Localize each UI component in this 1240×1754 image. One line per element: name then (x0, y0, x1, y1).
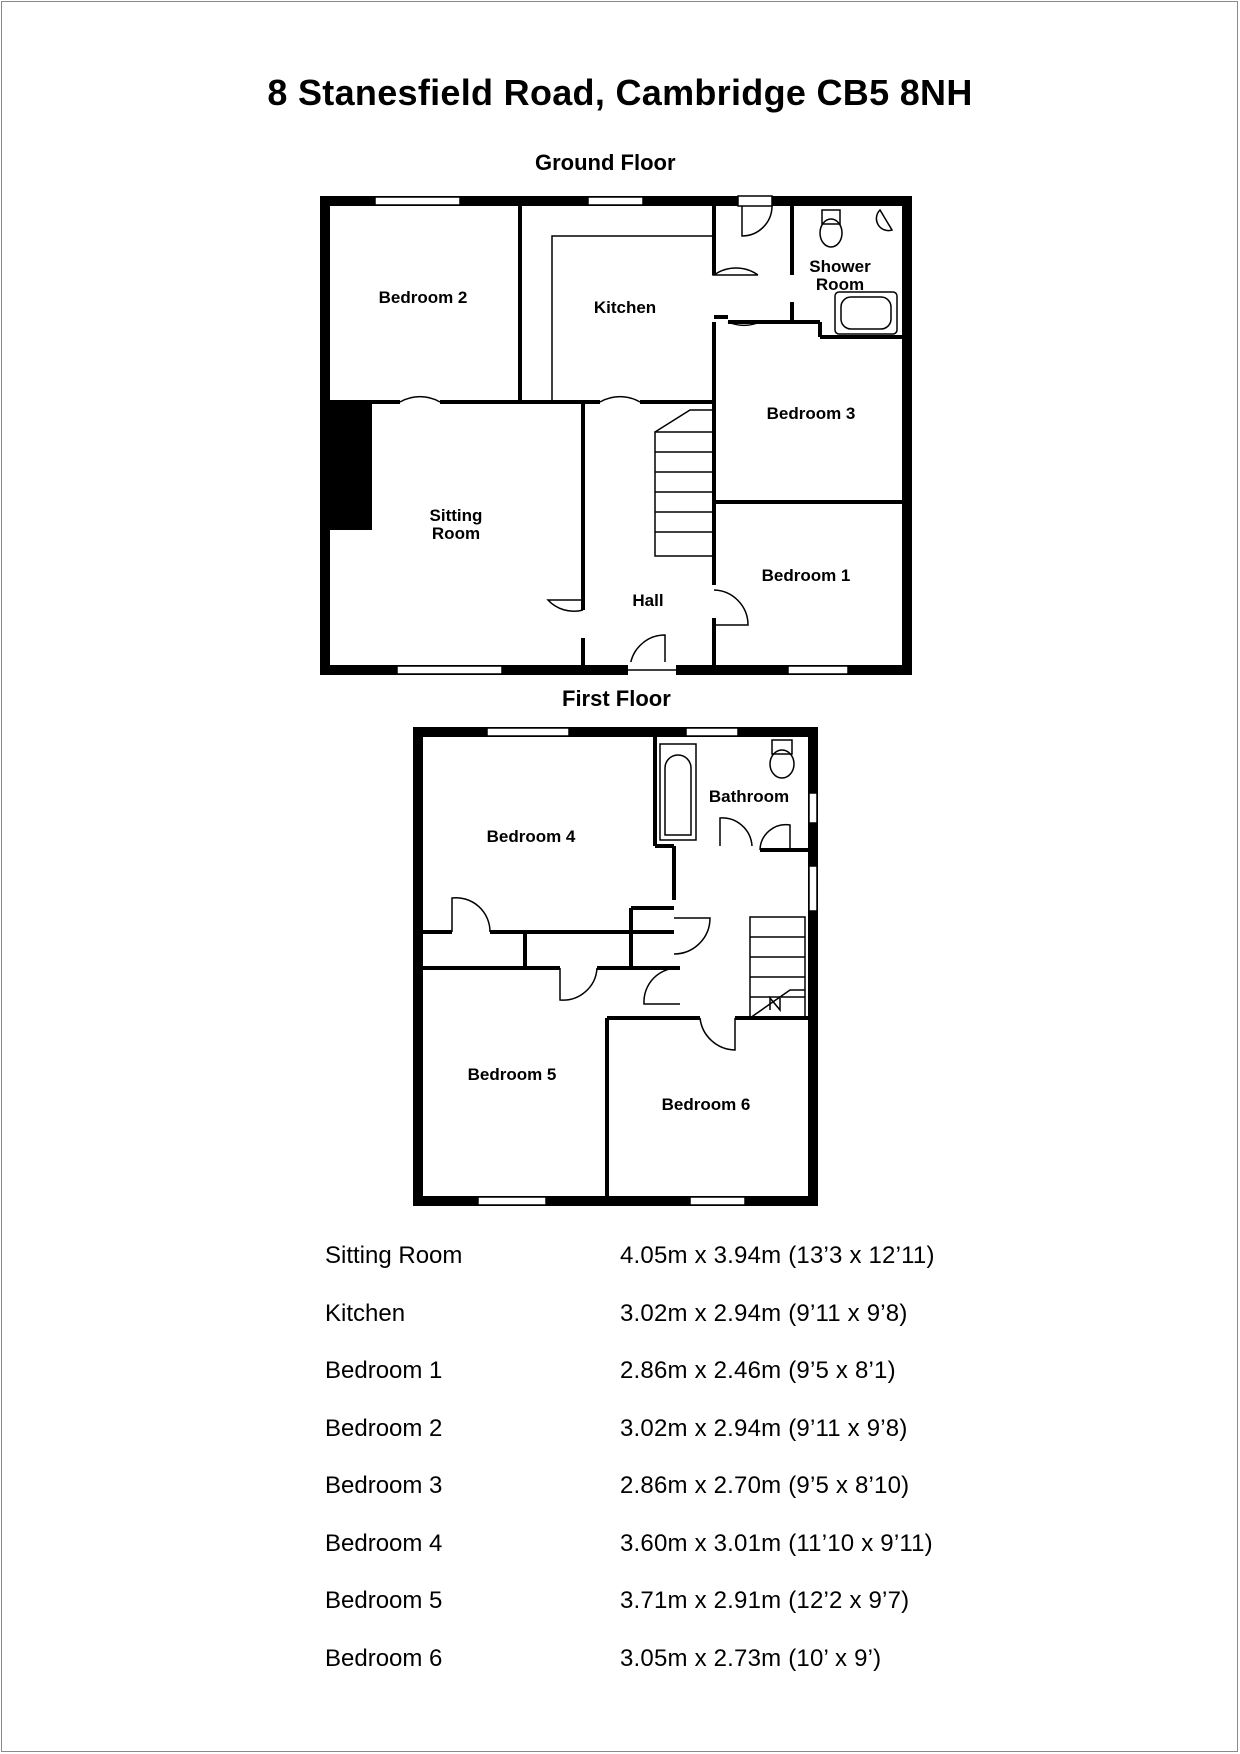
first-floor-label: First Floor (562, 686, 671, 711)
room-name: Kitchen (325, 1299, 406, 1327)
table-row (325, 1530, 1025, 1588)
room-label-bedroom-6: Bedroom 6 (661, 1095, 751, 1114)
table-row (325, 1357, 1025, 1415)
chimney-breast (330, 402, 372, 530)
room-name: Bedroom 3 (325, 1472, 443, 1499)
room-name: Bedroom 2 (325, 1414, 443, 1442)
room-label-bedroom-3: Bedroom 3 (766, 404, 856, 423)
room-name: Bedroom 4 (325, 1529, 443, 1557)
ground-doors (400, 196, 772, 676)
room-size: 4.05m x 3.94m (13’3 x 12’11) (620, 1242, 935, 1269)
room-size: 3.02m x 2.94m (9’11 x 9’8) (620, 1299, 908, 1327)
room-label-bedroom-1: Bedroom 1 (761, 566, 851, 585)
room-name: Sitting Room (325, 1242, 463, 1269)
room-label-sitting-room: Room (431, 524, 481, 543)
room-name: Bedroom 5 (325, 1587, 443, 1614)
room-label-kitchen: Kitchen (593, 298, 657, 317)
table-row (325, 1415, 1025, 1473)
ground-windows (375, 197, 848, 674)
room-label-bedroom-5: Bedroom 5 (467, 1065, 557, 1084)
table-row (325, 1300, 1025, 1358)
kitchen-worktop (552, 236, 714, 402)
room-name: Bedroom 1 (325, 1357, 443, 1384)
room-dimensions-table (325, 1242, 1025, 1702)
table-row (325, 1645, 1025, 1703)
room-size: 3.05m x 2.73m (10’ x 9’) (620, 1644, 882, 1672)
room-size: 2.86m x 2.46m (9’5 x 8’1) (620, 1357, 896, 1384)
room-label-bathroom: Bathroom (708, 787, 790, 806)
room-label-hall: Hall (632, 591, 664, 610)
room-label-bedroom-2: Bedroom 2 (378, 288, 468, 307)
first-room-labels (468, 787, 790, 1114)
room-label-shower-room: Room (815, 275, 865, 294)
room-label-sitting: Sitting (429, 506, 483, 525)
ground-floor-label: Ground Floor (535, 150, 676, 175)
room-label-shower: Shower (809, 257, 871, 276)
ground-room-labels (379, 257, 871, 610)
page-title: 8 Stanesfield Road, Cambridge CB5 8NH (267, 72, 973, 113)
room-size: 3.71m x 2.91m (12’2 x 9’7) (620, 1587, 910, 1614)
room-size: 2.86m x 2.70m (9’5 x 8’10) (620, 1472, 910, 1499)
room-size: 3.02m x 2.94m (9’11 x 9’8) (620, 1414, 908, 1442)
table-row (325, 1242, 1025, 1300)
table-row (325, 1472, 1025, 1530)
room-label-bedroom-4: Bedroom 4 (486, 827, 576, 846)
room-size: 3.60m x 3.01m (11’10 x 9’11) (620, 1529, 933, 1557)
ground-stairs (655, 410, 714, 556)
table-row (325, 1587, 1025, 1645)
first-stairs (750, 917, 805, 1018)
room-name: Bedroom 6 (325, 1644, 443, 1672)
